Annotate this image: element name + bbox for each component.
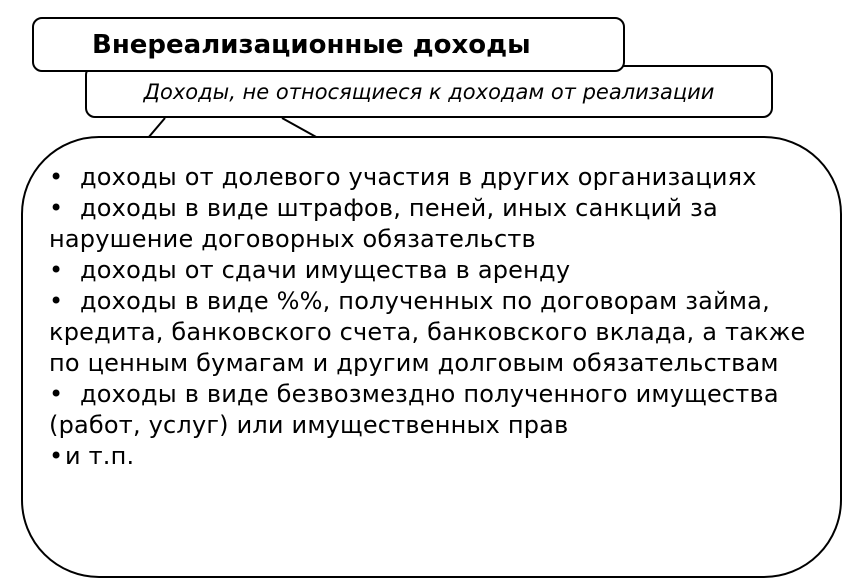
subtitle-box bbox=[85, 65, 773, 118]
bullet-icon: • bbox=[49, 163, 64, 191]
list-item-text: доходы от долевого участия в других организациях bbox=[80, 163, 757, 191]
list-item-text: доходы в виде штрафов, пеней, иных санкций за нарушение договорных обязательств bbox=[49, 194, 718, 253]
list-item-text: доходы от сдачи имущества в аренду bbox=[80, 256, 571, 284]
list-item-text: и т.п. bbox=[65, 442, 135, 470]
diagram-title: Внереализационные доходы bbox=[92, 29, 531, 60]
list-item bbox=[49, 286, 826, 379]
list-item-text: доходы в виде безвозмездно полученного имущества (работ, услуг) или имущественных прав bbox=[49, 380, 779, 439]
income-list bbox=[49, 162, 826, 472]
bullet-icon: • bbox=[49, 380, 64, 408]
list-item bbox=[49, 255, 826, 286]
list-item bbox=[49, 441, 826, 472]
callout-pointer bbox=[148, 118, 318, 138]
list-item bbox=[49, 193, 826, 255]
list-item bbox=[49, 162, 826, 193]
bullet-icon: • bbox=[49, 256, 64, 284]
list-item-text: доходы в виде %%, полученных по договорам займа, кредита, банковского счета, банковского вклада, а также по ценным бумагам и другим долговым обязательствам bbox=[49, 287, 806, 377]
diagram-subtitle: Доходы, не относящиеся к доходам от реализации bbox=[143, 79, 715, 104]
title-box bbox=[32, 17, 625, 72]
income-list-box bbox=[21, 136, 842, 578]
bullet-icon: • bbox=[49, 287, 64, 315]
bullet-icon: • bbox=[49, 442, 64, 470]
bullet-icon: • bbox=[49, 194, 64, 222]
list-item bbox=[49, 379, 826, 441]
